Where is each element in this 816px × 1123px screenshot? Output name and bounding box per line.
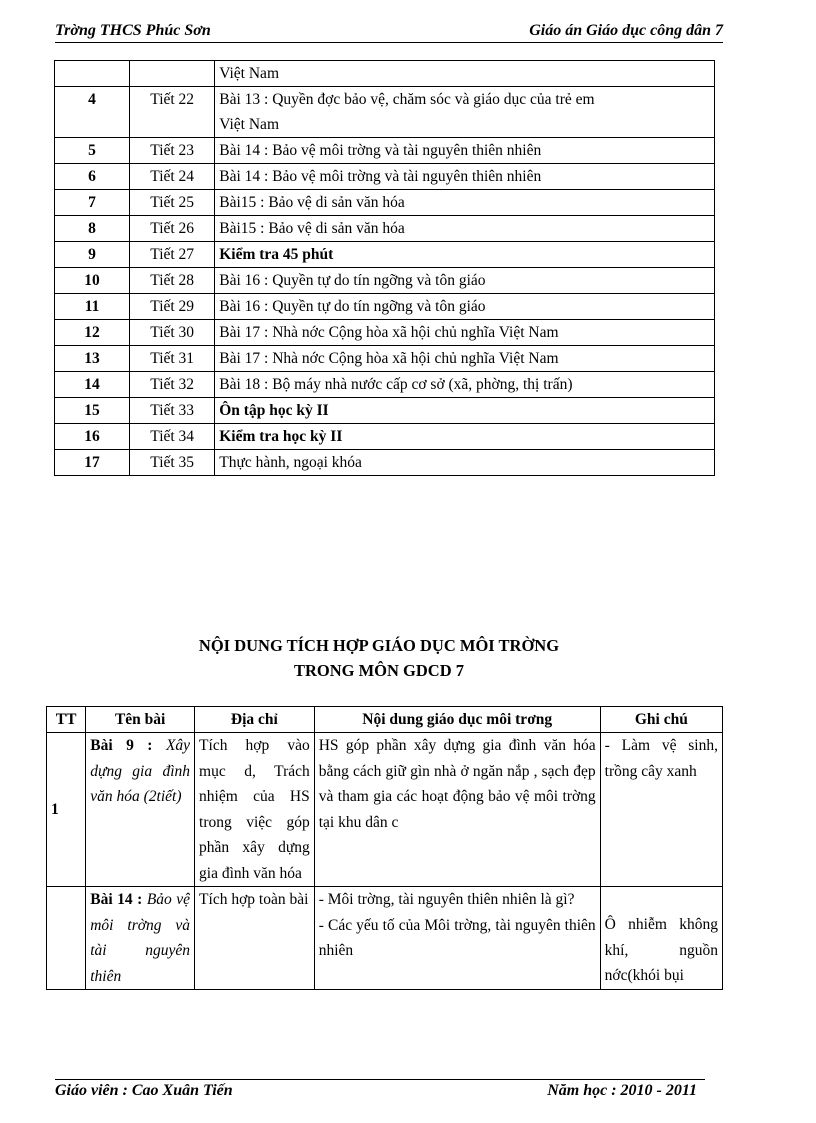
section-title-line1: NỘI DUNG TÍCH HỢP GIÁO DỤC MÔI TRỜNG [198,636,560,655]
content-line: Bài 14 : Bảo vệ môi trờng và tài nguyên thiên nhiên [219,168,542,185]
section-title-line2: TRONG MÔN GDCD 7 [293,661,465,680]
row-number: 4 [55,87,130,138]
row-period: Tiết 35 [130,450,215,476]
table-row [55,61,715,87]
row-content [215,216,715,242]
header-lesson: Tên bài [86,707,195,733]
row-period: Tiết 22 [130,87,215,138]
table-row [55,268,715,294]
row-period: Tiết 31 [130,346,215,372]
row-period: Tiết 27 [130,242,215,268]
table-row [55,294,715,320]
table-row [55,190,715,216]
row-content [215,242,715,268]
row-number: 9 [55,242,130,268]
content-line: Bài 17 : Nhà nớc Cộng hòa xã hội chủ nghĩa Việt Nam [219,350,559,367]
row-content [215,398,715,424]
row-content [215,346,715,372]
content-line: - Môi trờng, tài nguyên thiên nhiên là gì? [318,891,575,908]
content-line: Bài 16 : Quyền tự do tín ngỡng và tôn giáo [219,298,486,315]
school-year: Năm học : 2010 - 2011 [547,1082,697,1099]
row-content [215,190,715,216]
row-number: 11 [55,294,130,320]
row-period: Tiết 34 [130,424,215,450]
page-header [55,22,723,43]
school-name: Trờng THCS Phúc Sơn [55,22,211,39]
row-period: Tiết 25 [130,190,215,216]
row-period [130,61,215,87]
row-number: 14 [55,372,130,398]
row-number: 13 [55,346,130,372]
row-number: 15 [55,398,130,424]
table-row [55,372,715,398]
row-content [215,294,715,320]
table-row [55,87,715,138]
content-line: Bài 13 : Quyền đợc bảo vệ, chăm sóc và giáo dục của trẻ em [219,91,595,108]
row-address: Tích hợp vào mục d, Trách nhiệm của HS trong việc góp phần xây dựng gia đình văn hóa [195,733,315,887]
header-address: Địa chỉ [195,707,315,733]
row-period: Tiết 23 [130,138,215,164]
header-tt: TT [47,707,86,733]
content-line: Bài 14 : Bảo vệ môi trờng và tài nguyên thiên nhiên [219,142,542,159]
row-number: 17 [55,450,130,476]
row-content [215,320,715,346]
row-content [314,887,600,990]
lesson-title: Xây dựng gia đình văn hóa (2tiết) [90,737,191,805]
row-number [55,61,130,87]
row-number: 12 [55,320,130,346]
row-content [215,450,715,476]
lesson-number: Bài 9 : [90,737,153,754]
content-line: Kiểm tra học kỳ II [219,428,343,445]
row-number: 8 [55,216,130,242]
row-address: Tích hợp toàn bài [195,887,315,990]
row-period: Tiết 32 [130,372,215,398]
document-title: Giáo án Giáo dục công dân 7 [529,22,723,39]
teacher-name: Giáo viên : Cao Xuân Tiến [55,1082,233,1099]
table-row [55,138,715,164]
row-number: 6 [55,164,130,190]
content-line: Bài15 : Bảo vệ di sản văn hóa [219,220,405,237]
row-content [215,61,715,87]
row-content [215,372,715,398]
content-line: Thực hành, ngoại khóa [219,454,362,471]
row-period: Tiết 29 [130,294,215,320]
row-tt [47,887,86,990]
table-row [55,346,715,372]
note-text: Ô nhiễm không khí, nguồn nớc(khói bụi [604,916,718,984]
content-line: Kiểm tra 45 phút [219,246,334,263]
schedule-table [54,60,715,476]
lesson-title: Bảo vệ môi trờng và tài nguyên thiên [90,891,191,985]
content-line: Bài 18 : Bộ máy nhà nước cấp cơ sở (xã, phờng, thị trấn) [219,376,573,393]
row-tt: 1 [47,733,86,887]
row-lesson [86,887,195,990]
table-row [55,450,715,476]
row-content: HS góp phần xây dựng gia đình văn hóa bằng cách giữ gìn nhà ở ngăn nắp , sạch đẹp và tham gia các hoạt động bảo vệ môi trờng tại khu dân c [314,733,600,887]
table-row [55,320,715,346]
row-content [215,424,715,450]
table-row [47,733,723,887]
content-line: Ôn tập học kỳ II [219,402,329,419]
row-content [215,138,715,164]
row-number: 16 [55,424,130,450]
content-line: - Các yếu tố của Môi trờng, tài nguyên thiên nhiên [318,916,596,959]
row-period: Tiết 24 [130,164,215,190]
content-line: Bài 16 : Quyền tự do tín ngỡng và tôn giáo [219,272,486,289]
table-row [55,216,715,242]
table-row [55,398,715,424]
header-note: Ghi chú [600,707,722,733]
content-line: Bài 17 : Nhà nớc Cộng hòa xã hội chủ nghĩa Việt Nam [219,324,559,341]
row-number: 5 [55,138,130,164]
header-content: Nội dung giáo dục môi trơng [314,707,600,733]
table-row [55,242,715,268]
page-footer [55,1079,705,1100]
row-note: - Làm vệ sinh, trồng cây xanh [600,733,722,887]
row-period: Tiết 33 [130,398,215,424]
row-content [215,87,715,138]
table-row [55,424,715,450]
row-period: Tiết 30 [130,320,215,346]
content-line: Bài15 : Bảo vệ di sản văn hóa [219,194,405,211]
content-line: Việt Nam [219,65,279,82]
row-content [215,268,715,294]
row-lesson [86,733,195,887]
table-row [55,164,715,190]
integration-table [46,706,723,990]
row-period: Tiết 28 [130,268,215,294]
row-number: 7 [55,190,130,216]
content-line: Việt Nam [219,116,279,133]
row-period: Tiết 26 [130,216,215,242]
row-note [600,887,722,990]
table-row [47,887,723,990]
row-content [215,164,715,190]
table-header-row [47,707,723,733]
lesson-number: Bài 14 : [90,891,143,908]
row-number: 10 [55,268,130,294]
